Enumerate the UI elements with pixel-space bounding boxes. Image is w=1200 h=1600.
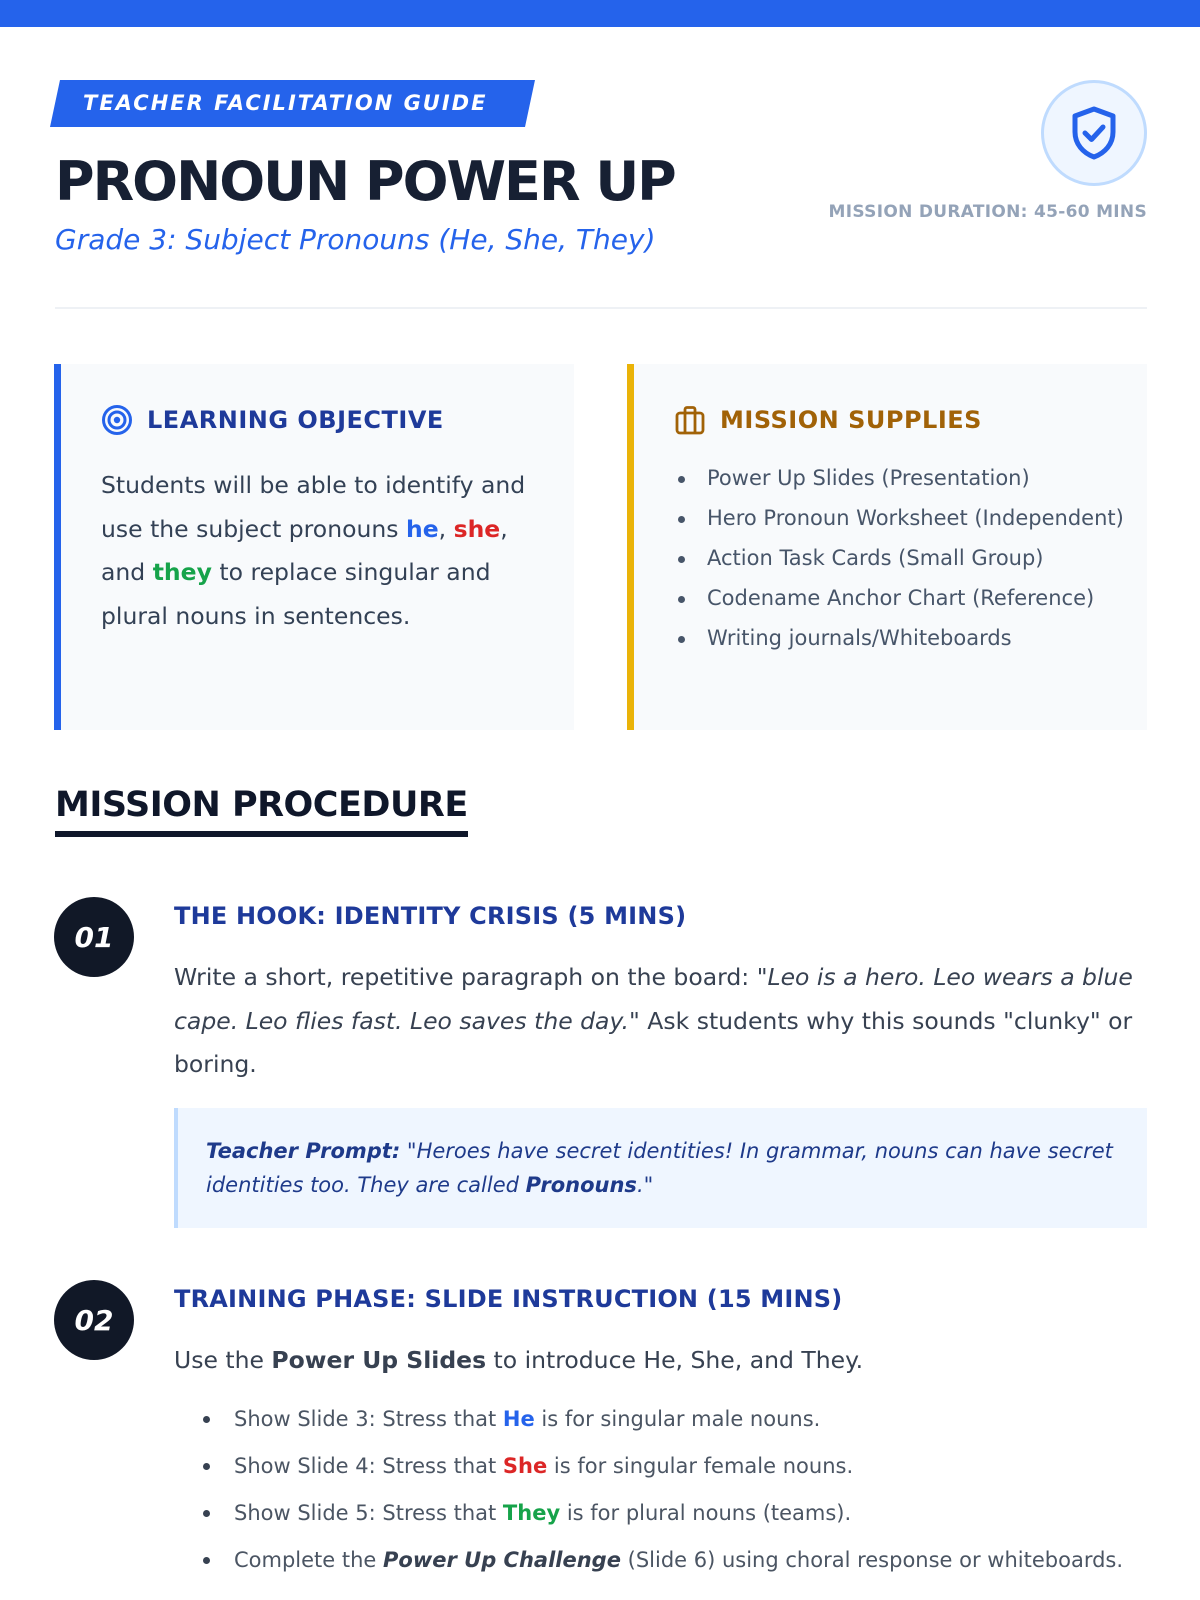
step-text: Use the bbox=[174, 1346, 272, 1374]
instruction-list bbox=[200, 1404, 1140, 1592]
pronoun-he: he bbox=[405, 514, 439, 543]
list-item: Writing journals/Whiteboards bbox=[674, 622, 1124, 655]
guide-tag-label: TEACHER FACILITATION GUIDE bbox=[83, 91, 488, 115]
list-text: is for singular male nouns. bbox=[534, 1407, 821, 1431]
list-text: Show Slide 5: Stress that bbox=[234, 1501, 503, 1525]
badge bbox=[1041, 80, 1147, 186]
objective-title: LEARNING OBJECTIVE bbox=[147, 406, 444, 434]
list-text: Show Slide 4: Stress that bbox=[234, 1454, 503, 1478]
pronoun-he: He bbox=[502, 1407, 535, 1431]
list-text: Complete the bbox=[234, 1548, 384, 1572]
pronoun-she: She bbox=[502, 1454, 548, 1478]
step-title: THE HOOK: IDENTITY CRISIS (5 MINS) bbox=[174, 902, 687, 930]
learning-objective-card bbox=[54, 364, 574, 730]
pronoun-they: They bbox=[502, 1501, 561, 1525]
step-text: to introduce He, She, and They. bbox=[486, 1346, 864, 1374]
shield-check-icon bbox=[1069, 105, 1119, 161]
prompt-text: "Heroes have secret identities! In grammar, nouns can have secret identities too. They are called bbox=[206, 1139, 1113, 1197]
page-title: PRONOUN POWER UP bbox=[55, 150, 675, 213]
list-item bbox=[200, 1498, 1140, 1528]
prompt-label: Teacher Prompt: bbox=[206, 1139, 401, 1163]
step-description bbox=[174, 956, 1147, 1087]
mission-supplies-card bbox=[627, 364, 1147, 730]
mission-duration: MISSION DURATION: 45-60 MINS bbox=[828, 202, 1147, 222]
step-text: Ask students why this sounds "clunky" or boring. bbox=[174, 1006, 1133, 1078]
page-header bbox=[55, 80, 1147, 310]
supplies-heading bbox=[674, 404, 982, 436]
target-icon bbox=[101, 404, 133, 436]
list-text: (Slide 6) using choral response or whiteboards. bbox=[620, 1548, 1124, 1572]
top-accent-bar bbox=[0, 0, 1200, 27]
objective-heading bbox=[101, 404, 444, 436]
list-item bbox=[200, 1545, 1140, 1575]
step-text: Write a short, repetitive paragraph on the board: bbox=[174, 963, 757, 991]
supplies-title: MISSION SUPPLIES bbox=[720, 406, 982, 434]
list-text: Show Slide 3: Stress that bbox=[234, 1407, 503, 1431]
objective-separator: , and bbox=[101, 514, 508, 586]
objective-text bbox=[101, 464, 531, 638]
pronoun-they: they bbox=[152, 558, 212, 586]
objective-text-part: to replace singular and plural nouns in sentences. bbox=[101, 558, 491, 630]
procedure-section-title: MISSION PROCEDURE bbox=[55, 785, 468, 837]
prompt-text-end: ." bbox=[636, 1173, 654, 1197]
objective-text-part: Students will be able to identify and use the subject pronouns bbox=[101, 471, 526, 543]
page-subtitle: Grade 3: Subject Pronouns (He, She, They) bbox=[55, 223, 656, 256]
list-item: Power Up Slides (Presentation) bbox=[674, 462, 1124, 495]
list-item bbox=[200, 1404, 1140, 1434]
step-number-badge: 02 bbox=[54, 1280, 134, 1360]
header-divider bbox=[55, 307, 1147, 309]
step-number-badge: 01 bbox=[54, 897, 134, 977]
supply-list bbox=[674, 462, 1124, 662]
list-text: is for plural nouns (teams). bbox=[560, 1501, 852, 1525]
example-quote: "Leo is a hero. Leo wears a blue cape. Leo flies fast. Leo saves the day." bbox=[174, 963, 1133, 1035]
challenge-name: Power Up Challenge bbox=[383, 1548, 621, 1572]
step-keyword: Power Up Slides bbox=[271, 1346, 487, 1374]
objective-separator: , bbox=[438, 514, 454, 543]
teacher-prompt-callout bbox=[174, 1108, 1147, 1228]
list-item: Codename Anchor Chart (Reference) bbox=[674, 582, 1124, 615]
step-description bbox=[174, 1339, 1147, 1383]
guide-tag bbox=[50, 80, 535, 127]
list-item bbox=[200, 1451, 1140, 1481]
prompt-keyword: Pronouns bbox=[525, 1173, 637, 1197]
list-text: is for singular female nouns. bbox=[547, 1454, 854, 1478]
list-item: Action Task Cards (Small Group) bbox=[674, 542, 1124, 575]
pronoun-she: she bbox=[453, 514, 501, 543]
briefcase-icon bbox=[674, 404, 706, 436]
list-item: Hero Pronoun Worksheet (Independent) bbox=[674, 502, 1124, 535]
step-title: TRAINING PHASE: SLIDE INSTRUCTION (15 MINS) bbox=[174, 1285, 843, 1313]
